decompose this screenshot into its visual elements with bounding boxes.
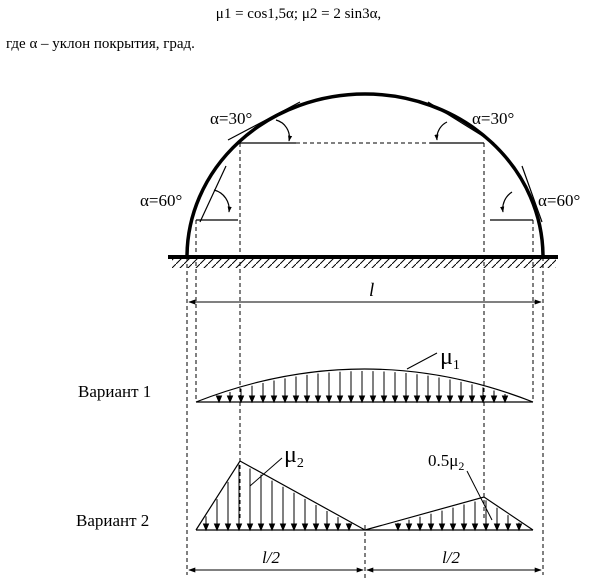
load-arrow-head [305, 396, 310, 402]
mu1-label: $\mu_1$ [440, 344, 460, 373]
angle-note-text: где α – уклон покрытия, град. [6, 36, 195, 52]
load-arrow-head [382, 396, 387, 402]
load-arrow-head [292, 524, 297, 530]
load-arrow-head [294, 396, 299, 402]
load-arrow-head [347, 524, 352, 530]
variant-1-label: Вариант 1 [78, 382, 152, 401]
load-arrow-head [217, 396, 222, 402]
load-arrow-head [270, 524, 275, 530]
load-arrow-head [418, 524, 423, 530]
load-arrow-head [228, 396, 233, 402]
load-arrow-head [451, 524, 456, 530]
load-arrow-head [437, 396, 442, 402]
load-arrow-head [462, 524, 467, 530]
load-arrow-head [283, 396, 288, 402]
load-arrow-head [336, 524, 341, 530]
half-span-right-label: l/2 [442, 548, 460, 567]
load-arrow-head [495, 524, 500, 530]
load-arrow-head [204, 524, 209, 530]
mu2-label: $\mu_2$ [284, 442, 304, 471]
load-arrow-head [314, 524, 319, 530]
load-arrow-head [259, 524, 264, 530]
load-arrow-head [440, 524, 445, 530]
load-arrow-head [517, 524, 522, 530]
load-arrow-head [226, 524, 231, 530]
load-arrow-head [503, 396, 508, 402]
load-arrow-head [404, 396, 409, 402]
load-arrow-head [429, 524, 434, 530]
angle-label-top-right: α=30° [472, 109, 515, 128]
load-arrow-head [415, 396, 420, 402]
load-arrow-head [327, 396, 332, 402]
angle-label-side-left: α=60° [140, 191, 183, 210]
load-arrow-head [303, 524, 308, 530]
load-arrow-head [484, 524, 489, 530]
load-arrow-head [338, 396, 343, 402]
load-arrow-head [316, 396, 321, 402]
load-arrow-head [492, 396, 497, 402]
load-arrow-head [239, 396, 244, 402]
angle-label-top-left: α=30° [210, 109, 253, 128]
load-diagram-variant-2 [196, 461, 533, 530]
load-arrow-head [272, 396, 277, 402]
formula-text: μ1 = cos1,5α; μ2 = 2 sin3α, [215, 6, 382, 22]
load-arrow-head [473, 524, 478, 530]
half-mu2-label: $0.5\mu_2$ [428, 451, 465, 473]
load-diagram-variant-1 [196, 369, 533, 402]
load-arrow-head [237, 524, 242, 530]
load-arrow-head [325, 524, 330, 530]
load-arrow-head [426, 396, 431, 402]
load-arrow-head [470, 396, 475, 402]
half-span-left-label: l/2 [262, 548, 280, 567]
load-arrow-head [360, 396, 365, 402]
load-arrow-head [396, 524, 401, 530]
load-arrow-head [215, 524, 220, 530]
angle-label-side-right: α=60° [538, 191, 581, 210]
load-arrow-head [261, 396, 266, 402]
load-arrow-head [506, 524, 511, 530]
ground [168, 257, 558, 268]
load-arrow-head [371, 396, 376, 402]
load-arrow-head [349, 396, 354, 402]
load-arrow-head [393, 396, 398, 402]
load-arrow-head [481, 396, 486, 402]
load-arrow-head [250, 396, 255, 402]
span-label: l [369, 280, 375, 301]
variant-2-label: Вариант 2 [76, 511, 150, 530]
load-arrow-head [281, 524, 286, 530]
load-arrow-head [407, 524, 412, 530]
load-arrow-head [448, 396, 453, 402]
load-arrow-head [459, 396, 464, 402]
load-arrow-head [248, 524, 253, 530]
